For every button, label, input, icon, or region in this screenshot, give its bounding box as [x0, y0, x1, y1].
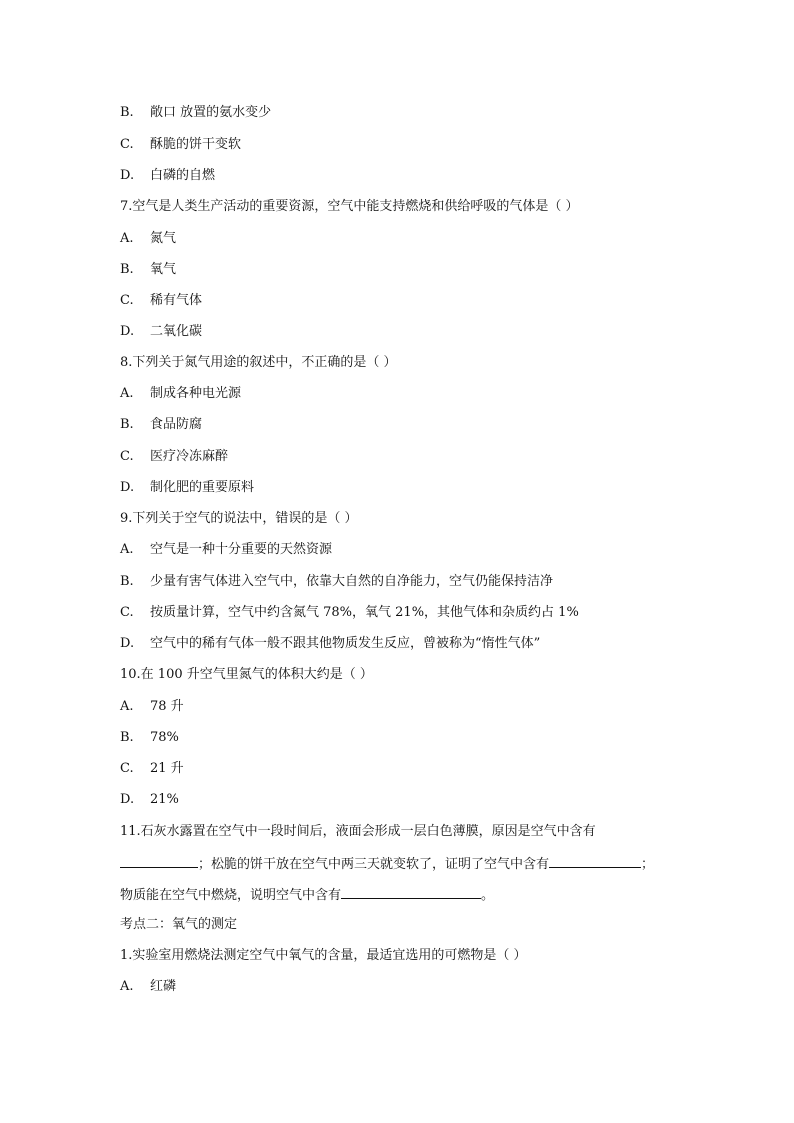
- option-text: 21%: [150, 792, 179, 807]
- fill-blank[interactable]: [120, 854, 198, 868]
- option-letter: B.: [120, 730, 134, 745]
- option-letter: A.: [120, 231, 134, 246]
- option-text: 医疗冷冻麻醉: [150, 449, 229, 464]
- option-letter: A.: [120, 979, 134, 994]
- option-a: [120, 978, 694, 996]
- option-b: [120, 416, 694, 434]
- question-8: 8.下列关于氮气用途的叙述中，不正确的是（ ）: [120, 355, 397, 370]
- option-c: [120, 136, 694, 154]
- question-11-line-2: [120, 854, 694, 874]
- option-text: 21 升: [150, 761, 184, 776]
- option-a: [120, 230, 694, 248]
- option-c: [120, 292, 694, 310]
- option-letter: B.: [120, 417, 134, 432]
- option-c: [120, 760, 694, 778]
- option-letter: C.: [120, 449, 134, 464]
- question-1: 1.实验室用燃烧法测定空气中氧气的含量，最适宜选用的可燃物是（ ）: [120, 948, 527, 963]
- option-letter: D.: [120, 168, 135, 183]
- option-a: [120, 698, 694, 716]
- question-7: 7.空气是人类生产活动的重要资源，空气中能支持燃烧和供给呼吸的气体是（ ）: [120, 199, 579, 214]
- option-d: [120, 167, 694, 185]
- option-letter: D.: [120, 324, 135, 339]
- option-letter: C.: [120, 137, 134, 152]
- fill-blank[interactable]: [549, 854, 641, 868]
- option-text: 食品防腐: [150, 417, 203, 432]
- option-b: [120, 729, 694, 747]
- option-c: [120, 448, 694, 466]
- option-a: [120, 385, 694, 403]
- option-letter: C.: [120, 605, 134, 620]
- option-letter: B.: [120, 105, 134, 120]
- option-text: 氧气: [150, 262, 177, 277]
- question-9: 9.下列关于空气的说法中，错误的是（ ）: [120, 511, 358, 526]
- fill-blank[interactable]: [341, 885, 481, 899]
- option-d: [120, 791, 694, 809]
- option-text: 氮气: [150, 231, 177, 246]
- question-11-line-3: [120, 885, 694, 905]
- option-text: 二氧化碳: [150, 324, 203, 339]
- option-letter: C.: [120, 293, 134, 308]
- option-text: 78 升: [150, 699, 184, 714]
- question-11-text: 。: [481, 888, 495, 903]
- option-b: [120, 573, 694, 591]
- option-letter: A.: [120, 542, 134, 557]
- option-d: [120, 323, 694, 341]
- option-letter: A.: [120, 699, 134, 714]
- option-b: [120, 104, 694, 122]
- option-b: [120, 261, 694, 279]
- option-text: 78%: [150, 730, 179, 745]
- option-text: 敞口 放置的氨水变少: [150, 105, 272, 120]
- option-d: [120, 479, 694, 497]
- question-11-line-1: 11.石灰水露置在空气中一段时间后，液面会形成一层白色薄膜，原因是空气中含有: [120, 824, 596, 839]
- option-letter: D.: [120, 480, 135, 495]
- option-letter: B.: [120, 574, 134, 589]
- option-text: 制化肥的重要原料: [150, 480, 255, 495]
- option-text: 按质量计算，空气中约含氮气 78%，氧气 21%，其他气体和杂质约占 1%: [150, 605, 579, 620]
- question-11-text: ；: [641, 857, 655, 872]
- option-text: 白磷的自燃: [150, 168, 216, 183]
- option-letter: D.: [120, 792, 135, 807]
- section-heading: 考点二：氧气的测定: [120, 917, 238, 932]
- option-c: [120, 604, 694, 622]
- option-text: 制成各种电光源: [150, 386, 242, 401]
- option-text: 空气是一种十分重要的天然资源: [150, 542, 333, 557]
- option-letter: A.: [120, 386, 134, 401]
- option-text: 少量有害气体进入空气中，依靠大自然的自净能力，空气仍能保持洁净: [150, 574, 554, 589]
- question-10: 10.在 100 升空气里氮气的体积大约是（ ）: [120, 667, 373, 682]
- question-11-text: 物质能在空气中燃烧，说明空气中含有: [120, 888, 342, 903]
- option-letter: D.: [120, 636, 135, 651]
- option-text: 空气中的稀有气体一般不跟其他物质发生反应，曾被称为“惰性气体”: [150, 636, 541, 651]
- option-letter: C.: [120, 761, 134, 776]
- option-a: [120, 541, 694, 559]
- option-letter: B.: [120, 262, 134, 277]
- question-11-text: ；松脆的饼干放在空气中两三天就变软了，证明了空气中含有: [198, 857, 550, 872]
- option-text: 稀有气体: [150, 293, 203, 308]
- option-d: [120, 635, 694, 653]
- option-text: 酥脆的饼干变软: [150, 137, 242, 152]
- option-text: 红磷: [150, 979, 177, 994]
